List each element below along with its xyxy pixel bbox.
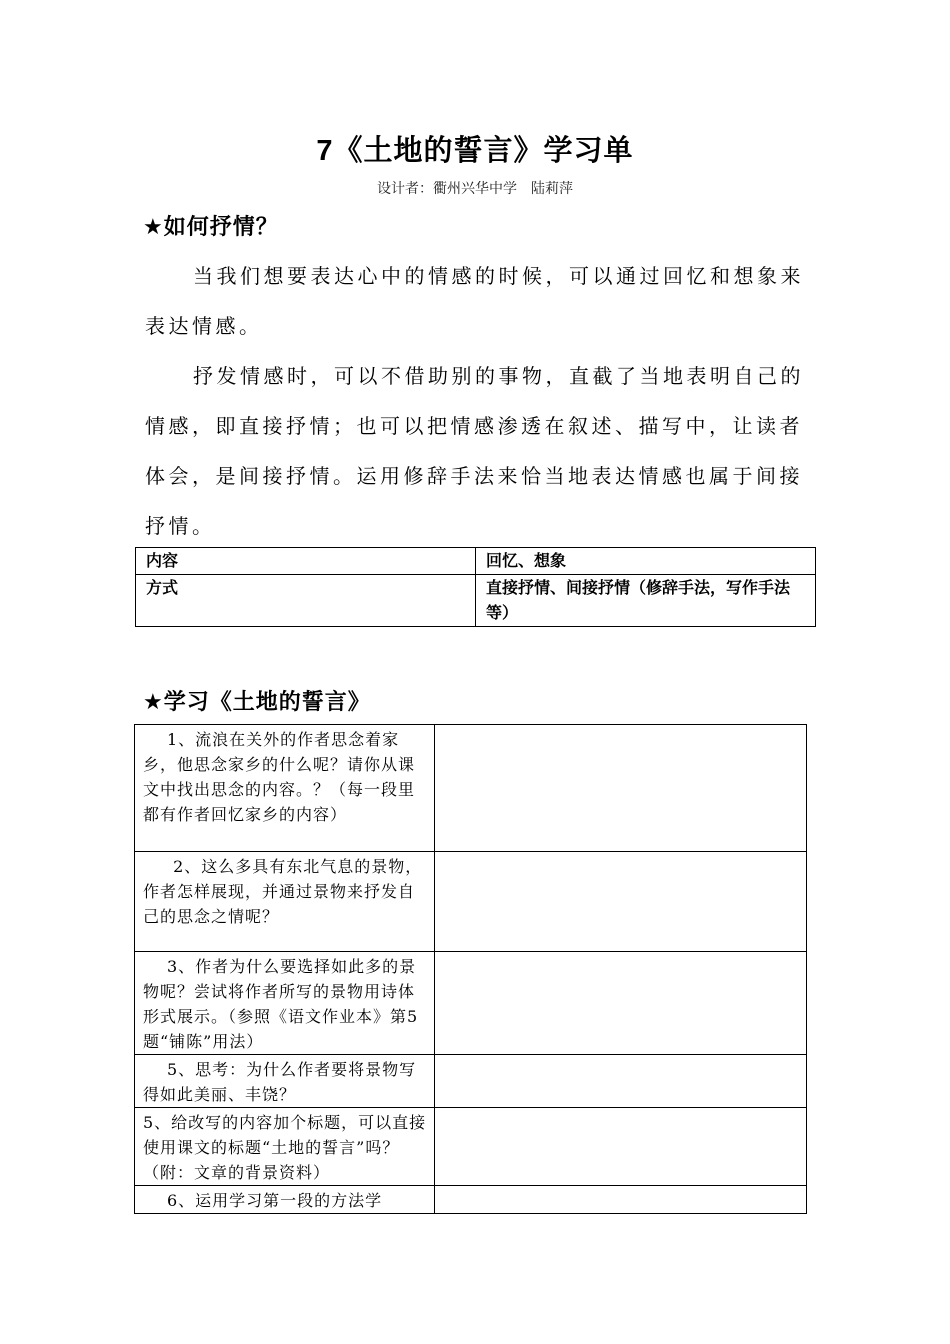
table-cell-value: 直接抒情、间接抒情（修辞手法，写作手法等）	[476, 575, 816, 627]
question-cell	[135, 1055, 435, 1108]
table-cell-label: 方式	[136, 575, 476, 627]
table-row	[135, 725, 807, 852]
answer-cell[interactable]	[435, 1055, 807, 1108]
table-row	[135, 952, 807, 1055]
expression-summary-table	[135, 547, 816, 627]
answer-cell[interactable]	[435, 852, 807, 952]
table-row	[135, 1186, 807, 1214]
answer-cell[interactable]	[435, 1108, 807, 1186]
section-heading-study-text: ★学习《土地的誓言》	[143, 689, 371, 714]
question-cell	[135, 1186, 435, 1214]
section-heading-how-to-express: ★如何抒情？	[143, 214, 279, 239]
question-cell	[135, 952, 435, 1055]
question-text: 5、给改写的内容加个标题，可以直接使用课文的标题“土地的誓言”吗？（附：文章的背景资料）	[143, 1113, 427, 1182]
table-cell-value: 回忆、想象	[476, 548, 816, 575]
question-cell	[135, 1108, 435, 1186]
document-title: 7《土地的誓言》学习单	[316, 135, 634, 167]
table-row	[136, 575, 816, 627]
table-row	[135, 1108, 807, 1186]
author-line: 设计者：衢州兴华中学 陆莉萍	[377, 181, 573, 197]
question-cell	[135, 852, 435, 952]
question-worksheet-table	[134, 724, 807, 1214]
table-row	[135, 852, 807, 952]
question-text: 6、运用学习第一段的方法学	[167, 1191, 383, 1210]
answer-cell[interactable]	[435, 725, 807, 852]
question-text: 1、流浪在关外的作者思念着家乡，他思念家乡的什么呢？请你从课文中找出思念的内容。？（每一段里都有作者回忆家乡的内容）	[143, 730, 416, 824]
answer-cell[interactable]	[435, 1186, 807, 1214]
table-row	[136, 548, 816, 575]
question-text: 2、这么多具有东北气息的景物，作者怎样展现，并通过景物来抒发自己的思念之情呢？	[143, 857, 423, 926]
table-cell-label: 内容	[136, 548, 476, 575]
question-cell	[135, 725, 435, 852]
paragraph-intro: 当我们想要表达心中的情感的时候，可以通过回忆和想象来表达情感。	[145, 264, 804, 338]
paragraph-methods: 抒发情感时，可以不借助别的事物，直截了当地表明自己的情感，即直接抒情；也可以把情感渗透在叙述、描写中，让读者体会，是间接抒情。运用修辞手法来恰当地表达情感也属于间接抒情。	[145, 364, 804, 538]
question-text: 5、思考：为什么作者要将景物写得如此美丽、丰饶？	[143, 1060, 417, 1104]
question-text: 3、作者为什么要选择如此多的景物呢？尝试将作者所写的景物用诗体形式展示。（参照《语文作业本》第5题“铺陈”用法）	[143, 957, 419, 1051]
answer-cell[interactable]	[435, 952, 807, 1055]
table-row	[135, 1055, 807, 1108]
